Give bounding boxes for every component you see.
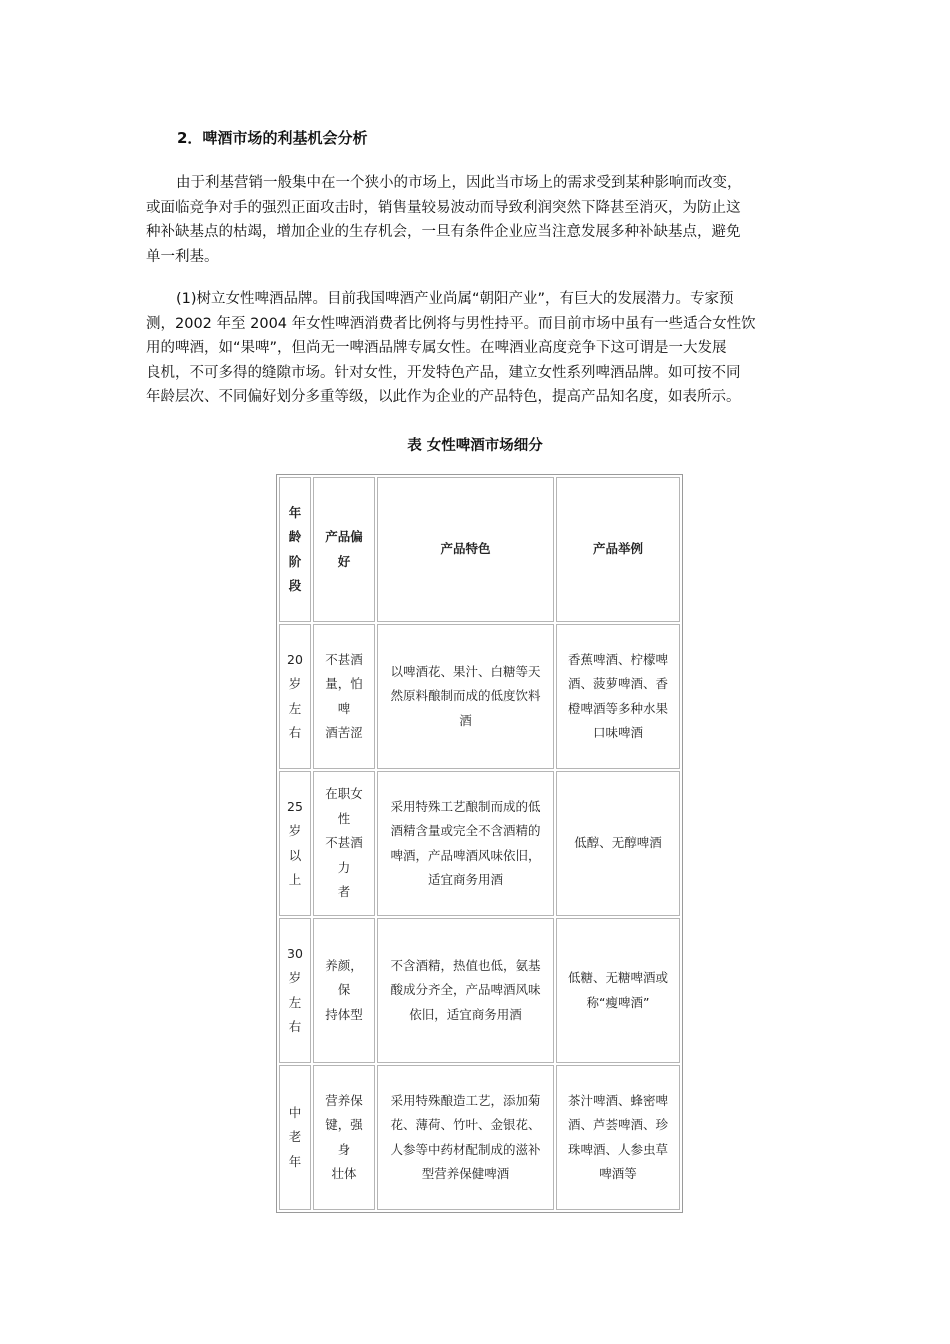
cell-preference: 养颜，保 持体型	[313, 918, 375, 1063]
cell-feature: 不含酒精，热值也低，氨基 酸成分齐全，产品啤酒风味 依旧，适宜商务用酒	[377, 918, 554, 1063]
cell-example: 香蕉啤酒、柠檬啤 酒、菠萝啤酒、香 橙啤酒等多种水果 口味啤酒	[556, 624, 680, 769]
paragraph-line: 年龄层次、不同偏好划分多重等级，以此作为企业的产品特色，提高产品知名度，如表所示。	[146, 389, 741, 405]
header-example: 产品举例	[556, 477, 680, 622]
cell-feature: 采用特殊工艺酿制而成的低 酒精含量或完全不含酒精的 啤酒，产品啤酒风味依旧， 适宜商务用酒	[377, 771, 554, 916]
paragraph-line: 良机，不可多得的缝隙市场。针对女性，开发特色产品，建立女性系列啤酒品牌。如可按不同	[146, 364, 741, 381]
cell-preference: 营养保 键，强身 壮体	[313, 1065, 375, 1210]
paragraph-line: 用的啤酒，如“果啤”，但尚无一啤酒品牌专属女性。在啤酒业高度竞争下这可谓是一大发展	[146, 340, 727, 356]
header-feature: 产品特色	[377, 477, 554, 622]
cell-example: 茶汁啤酒、蜂密啤 酒、芦荟啤酒、珍 珠啤酒、人参虫草 啤酒等	[556, 1065, 680, 1210]
cell-age: 中 老 年	[279, 1065, 311, 1210]
table-row	[279, 918, 680, 1063]
female-beer-segment-table	[276, 474, 683, 1213]
cell-feature: 以啤酒花、果汁、白糖等天 然原料酿制而成的低度饮料 酒	[377, 624, 554, 769]
cell-age: 30 岁 左 右	[279, 918, 311, 1063]
header-preference: 产品偏好	[313, 477, 375, 622]
paragraph-niche-analysis	[146, 171, 806, 269]
table-row	[279, 624, 680, 769]
cell-preference: 不甚酒 量，怕啤 酒苦涩	[313, 624, 375, 769]
table-header-row	[279, 477, 680, 622]
paragraph-line: 由于利基营销一般集中在一个狭小的市场上，因此当市场上的需求受到某种影响而改变，	[176, 175, 742, 191]
paragraph-line: 或面临竞争对手的强烈正面攻击时，销售量较易波动而导致利润突然下降甚至消灭，为防止这	[146, 199, 741, 216]
section-heading: 2．啤酒市场的利基机会分析	[177, 129, 368, 147]
cell-age: 25 岁 以 上	[279, 771, 311, 916]
cell-example: 低醇、无醇啤酒	[556, 771, 680, 916]
paragraph-line: 单一利基。	[146, 248, 219, 265]
paragraph-female-beer-brand	[146, 287, 806, 410]
cell-example: 低糖、无糖啤酒或 称“瘦啤酒”	[556, 918, 680, 1063]
table-caption: 表 女性啤酒市场细分	[407, 438, 543, 454]
paragraph-line: 种补缺基点的枯竭，增加企业的生存机会，一旦有条件企业应当注意发展多种补缺基点，避免	[146, 224, 741, 240]
cell-age: 20 岁 左 右	[279, 624, 311, 769]
cell-preference: 在职女性 不甚酒力 者	[313, 771, 375, 916]
table-row	[279, 1065, 680, 1210]
cell-feature: 采用特殊酿造工艺，添加菊 花、薄荷、竹叶、金银花、 人参等中药材配制成的滋补 型营养保健啤酒	[377, 1065, 554, 1210]
table-row	[279, 771, 680, 916]
header-age: 年 龄 阶 段	[279, 477, 311, 622]
paragraph-line: (1)树立女性啤酒品牌。目前我国啤酒产业尚属“朝阳产业”，有巨大的发展潜力。专家预	[176, 291, 734, 307]
paragraph-line: 测，2002 年至 2004 年女性啤酒消费者比例将与男性持平。而目前市场中虽有一些适合女性饮	[146, 315, 756, 332]
